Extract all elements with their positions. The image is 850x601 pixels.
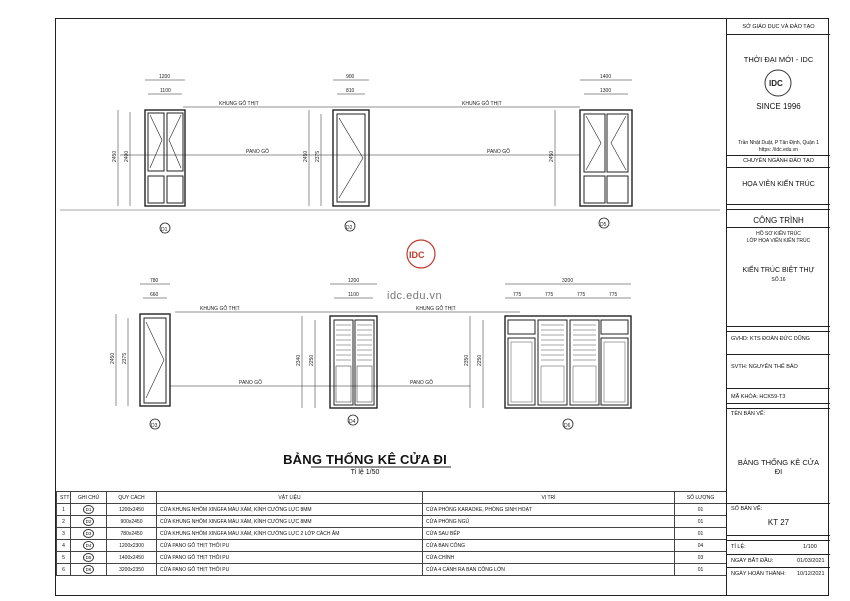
door-code-badge: D4 — [83, 541, 94, 550]
table-row: 5 D5 1400x2450 CỬA PANO GỖ THỊT THÔI PU CỬA CHÍNH 03 — [57, 552, 727, 564]
svg-text:KHUNG GỖ THỊT: KHUNG GỖ THỊT — [416, 306, 456, 312]
svg-text:D1: D1 — [161, 227, 168, 233]
svg-text:PANO GỖ: PANO GỖ — [410, 380, 433, 386]
project-label: CÔNG TRÌNH — [753, 216, 804, 225]
svg-text:775: 775 — [577, 292, 586, 298]
project-name: KIẾN TRÚC BIỆT THỰ — [742, 267, 815, 274]
svg-text:IDC: IDC — [769, 79, 783, 88]
svg-text:2375: 2375 — [315, 150, 321, 162]
drawing-no-label: SỐ BẢN VẼ: — [731, 506, 763, 512]
svg-text:D6: D6 — [564, 423, 571, 429]
project-line2: LỚP HỌA VIÊN KIẾN TRÚC — [746, 238, 811, 244]
instructor: GVHD: KTS ĐOÀN ĐỨC DŨNG — [731, 336, 810, 342]
door-code-badge: D3 — [83, 529, 94, 538]
table-row: 3 D3 780x2450 CỬA KHUNG NHÔM XINGFA MÀU XÁM, KÍNH CƯỜNG LỰC 2 LỚP CÁCH ÂM CỬA SAU BẾP 01 — [57, 528, 727, 540]
svg-text:KHUNG GỖ THỊT: KHUNG GỖ THỊT — [200, 306, 240, 312]
table-row: 1 D1 1200x2450 CỬA KHUNG NHÔM XINGFA MÀU XÁM, KÍNH CƯỜNG LỰC 8MM CỬA PHÒNG KARAOKE, PHÒNG SINH HOẠT 01 — [57, 504, 727, 516]
start-date-label: NGÀY BẮT ĐẦU: — [731, 558, 774, 564]
svg-text:775: 775 — [545, 292, 554, 298]
svg-text:2450: 2450 — [112, 150, 118, 162]
col-material: VẬT LIỆU — [157, 492, 423, 504]
svg-text:2250: 2250 — [309, 354, 315, 366]
door-d5 — [555, 80, 632, 228]
svg-text:1200: 1200 — [348, 278, 360, 284]
student: SVTH: NGUYỄN THẾ BẢO — [731, 364, 798, 370]
svg-text:D5: D5 — [600, 222, 607, 228]
drawing-name: BẢNG THỐNG KÊ CỬA ĐI — [737, 458, 820, 476]
specialty: HỌA VIÊN KIẾN TRÚC — [742, 181, 815, 188]
svg-text:2250: 2250 — [477, 354, 483, 366]
col-qty: SỐ LƯỢNG — [675, 492, 727, 504]
address: Trần Nhật Duật, P Tân Định, Quận 1 — [738, 140, 819, 146]
svg-text:2450: 2450 — [110, 352, 116, 364]
table-row: 4 D4 1200x2300 CỬA PANO GỖ THỊT THÔI PU CỬA BAN CÔNG 04 — [57, 540, 727, 552]
svg-text:PANO GỖ: PANO GỖ — [487, 149, 510, 155]
col-stt: STT — [57, 492, 71, 504]
end-date-label: NGÀY HOÀN THÀNH: — [731, 571, 786, 577]
svg-text:2375: 2375 — [122, 352, 128, 364]
svg-text:D4: D4 — [349, 419, 356, 425]
svg-text:775: 775 — [609, 292, 618, 298]
since-text: SINCE 1996 — [756, 102, 801, 111]
school-logo-icon — [763, 68, 795, 98]
svg-text:PANO GỖ: PANO GỖ — [246, 149, 269, 155]
title-block — [726, 18, 829, 596]
drawing-scale: Tỉ lệ 1/50 — [350, 469, 380, 476]
svg-text:660: 660 — [150, 292, 159, 298]
door-d4 — [302, 284, 377, 425]
door-d6 — [470, 284, 631, 429]
drawing-name-label: TÊN BẢN VẼ: — [731, 411, 766, 417]
project-line1: HỒ SƠ KIẾN TRÚC — [756, 231, 801, 237]
scale-label: TỈ LỆ: — [731, 544, 746, 550]
svg-text:1200: 1200 — [159, 74, 171, 80]
table-row: 2 D2 900x2450 CỬA KHUNG NHÔM XINGFA MÀU XÁM, KÍNH CƯỜNG LỰC 8MM CỬA PHÒNG NGỦ 01 — [57, 516, 727, 528]
watermark: idc.edu.vn — [387, 290, 443, 302]
svg-text:900: 900 — [346, 74, 355, 80]
specialty-label: CHUYÊN NGÀNH ĐÀO TẠO — [743, 158, 814, 164]
scale-value: 1/100 — [803, 544, 817, 550]
svg-text:2450: 2450 — [303, 150, 309, 162]
door-code-badge: D5 — [83, 553, 94, 562]
svg-text:810: 810 — [346, 88, 355, 94]
drawing-no: KT 27 — [767, 518, 790, 527]
svg-text:2400: 2400 — [124, 150, 130, 162]
svg-text:780: 780 — [150, 278, 159, 284]
svg-text:1100: 1100 — [160, 88, 171, 94]
door-code-badge: D2 — [83, 517, 94, 526]
svg-text:IDC: IDC — [409, 250, 425, 260]
svg-text:1100: 1100 — [348, 292, 359, 298]
start-date: 01/03/2021 — [797, 558, 825, 564]
end-date: 10/12/2021 — [797, 571, 825, 577]
svg-text:1300: 1300 — [600, 88, 612, 94]
title-underline — [311, 466, 451, 468]
svg-text:D2: D2 — [346, 225, 353, 231]
department: SỞ GIÁO DỤC VÀ ĐÀO TẠO — [742, 24, 815, 30]
table-row: 6 D6 3200x2350 CỬA PANO GỖ THỊT THÔI PU CỬA 4 CÁNH RA BAN CÔNG LỚN 01 — [57, 564, 727, 576]
svg-text:3200: 3200 — [562, 278, 574, 284]
svg-text:775: 775 — [513, 292, 522, 298]
svg-text:2350: 2350 — [464, 354, 470, 366]
svg-text:KHUNG GỖ THỊT: KHUNG GỖ THỊT — [219, 101, 259, 107]
svg-text:D3: D3 — [151, 423, 158, 429]
svg-text:1400: 1400 — [600, 74, 612, 80]
svg-text:KHUNG GỖ THỊT: KHUNG GỖ THỊT — [462, 101, 502, 107]
project-no: SỐ.16 — [771, 277, 786, 283]
door-code-badge: D1 — [83, 505, 94, 514]
door-code-badge: D6 — [83, 565, 94, 574]
svg-text:2340: 2340 — [296, 354, 302, 366]
drawing-title: BẢNG THỐNG KÊ CỬA ĐI — [283, 452, 447, 467]
school-name: THỜI ĐẠI MỚI - IDC — [743, 55, 814, 64]
table-header-row — [57, 492, 727, 504]
svg-text:2450: 2450 — [549, 150, 555, 162]
svg-text:PANO GỖ: PANO GỖ — [239, 380, 262, 386]
course-code: MÃ KHÓA: HCK59-T3 — [731, 394, 786, 400]
col-location: VỊ TRÍ — [423, 492, 675, 504]
col-code: GHI CHÚ — [71, 492, 107, 504]
door-schedule-table — [56, 491, 727, 576]
website: https: //idc.edu.vn — [758, 147, 799, 153]
col-size: QUY CÁCH — [107, 492, 157, 504]
